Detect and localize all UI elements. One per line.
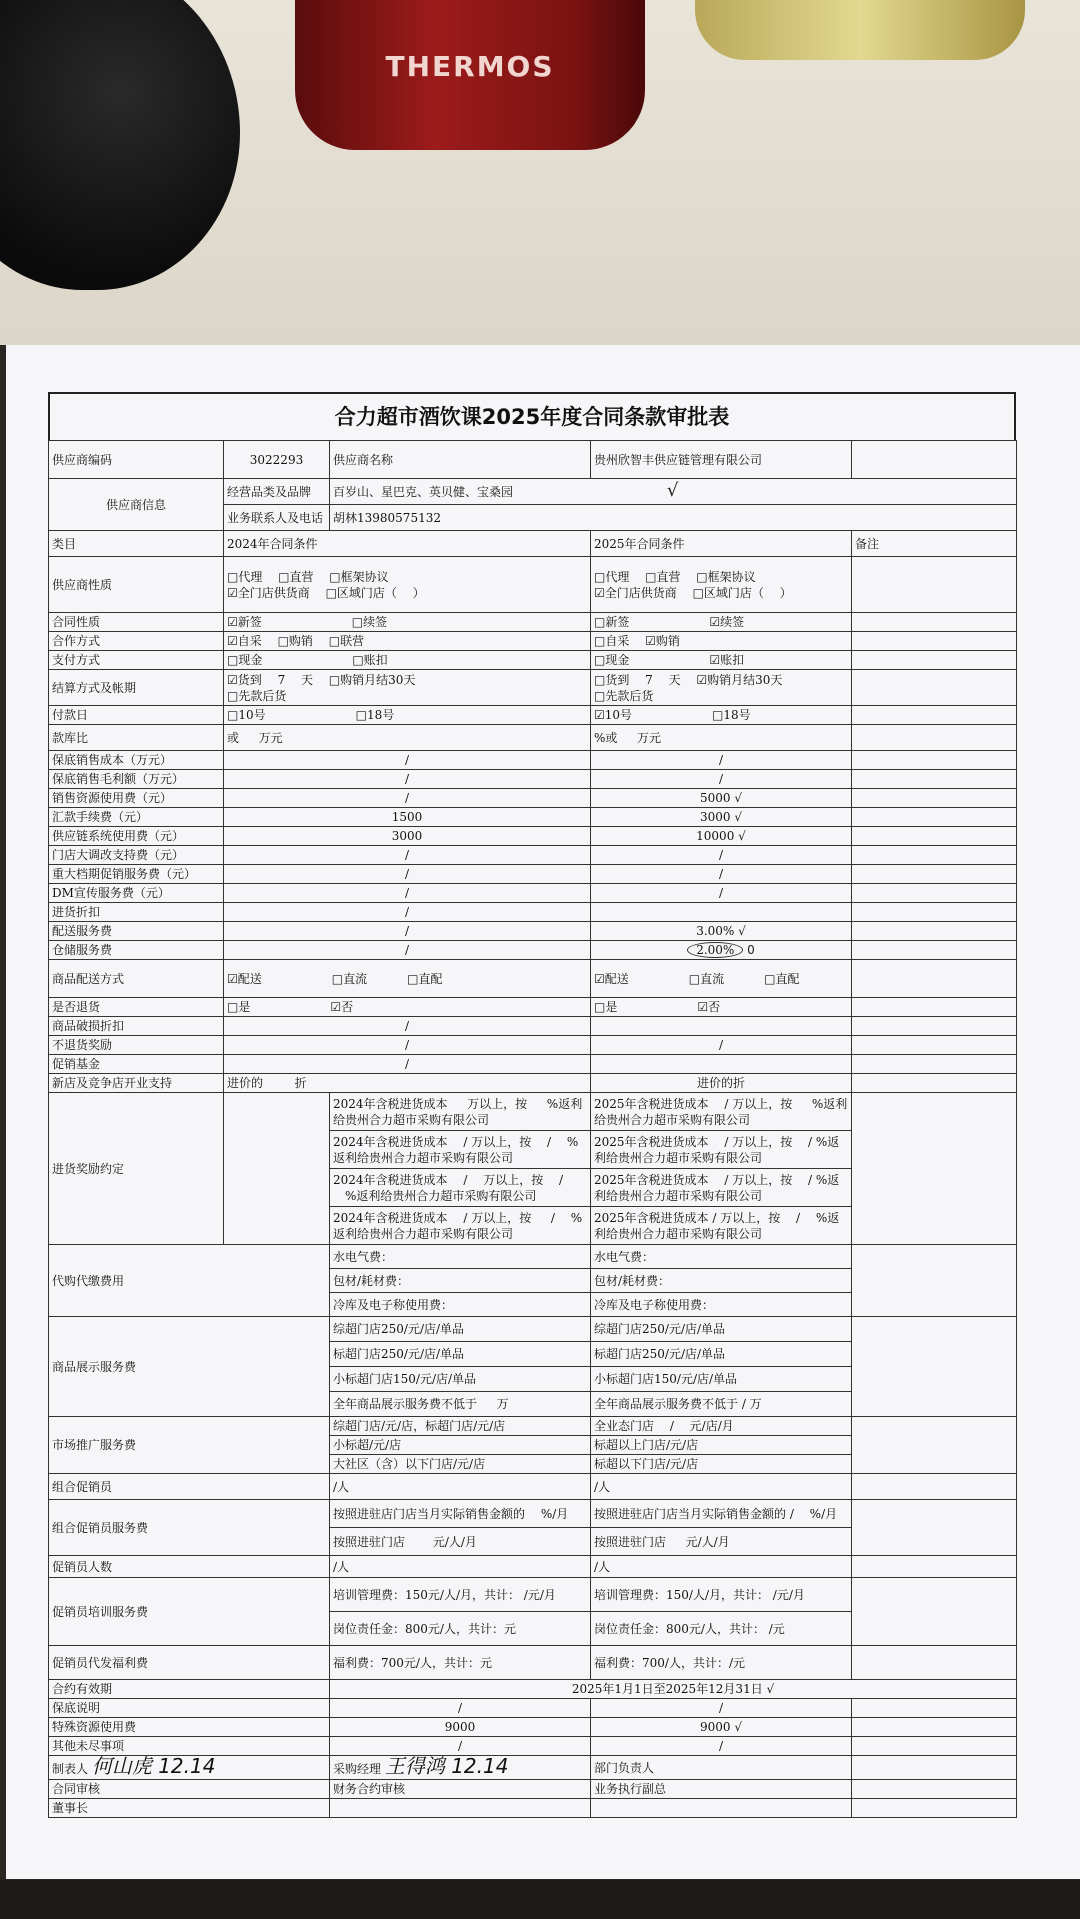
empty-cell [852, 1756, 1017, 1780]
combo-svc-2025-2: 按照进驻门店 元/人/月 [591, 1528, 852, 1556]
empty-cell [852, 827, 1017, 846]
maker-label: 制表人 [52, 1762, 89, 1776]
supplier-code-label: 供应商编码 [49, 441, 224, 479]
empty-cell [852, 903, 1017, 922]
training-2025-2: 岗位责任金：800元/人，共计： /元 [591, 1612, 852, 1646]
dm-2024-deliver: ☑配送 [227, 971, 262, 986]
payday-2025 [591, 706, 852, 725]
coop-label: 合作方式 [49, 632, 224, 651]
market-2024-3: 大社区（含）以下门店/元/店 [330, 1455, 591, 1474]
combo-label: 组合促销员 [49, 1474, 330, 1500]
check-mark: √ [766, 1682, 775, 1696]
market-2025-3: 标超以下门店/元/店 [591, 1455, 852, 1474]
empty-cell [852, 960, 1017, 998]
check-mark: √ [666, 480, 679, 501]
coop-2024: ☑自采 □购销 □联营 [224, 632, 591, 651]
combo-svc-2024-2: 按照进驻门店 元/人/月 [330, 1528, 591, 1556]
remit-2024: 1500 [224, 808, 591, 827]
brands [330, 479, 1017, 505]
empty-cell [330, 1799, 591, 1818]
delivery-mode-label: 商品配送方式 [49, 960, 224, 998]
empty-cell [852, 922, 1017, 941]
dm-label: DM宣传服务费（元） [49, 884, 224, 903]
display-2025-1: 综超门店250/元/店/单品 [591, 1317, 852, 1342]
nature-2024-line2: ☑全门店供货商 □区域门店（ ） [227, 585, 425, 600]
rebate-2025-1: 2025年含税进货成本 / 万以上，按 %返利给贵州合力超市采购有限公司 [591, 1093, 852, 1131]
display-2024-4: 全年商品展示服务费不低于 万 [330, 1392, 591, 1417]
noreturn-label: 不退货奖励 [49, 1036, 224, 1055]
category-label: 类目 [49, 531, 224, 557]
board-label: 董事长 [49, 1799, 330, 1818]
dm-2024: / [224, 884, 591, 903]
maker-cell [49, 1756, 330, 1780]
circle-mark: 0 [747, 943, 755, 957]
empty-cell [852, 1500, 1017, 1556]
empty-cell [852, 670, 1017, 706]
market-2025-1: 全业态门店 / 元/店/月 [591, 1417, 852, 1436]
return-2025-no: ☑否 [697, 1000, 721, 1014]
promo-svc-2024: / [224, 865, 591, 884]
nature-2024-line1: □代理 □直营 □框架协议 [227, 569, 389, 584]
market-2025-2: 标超以上门店/元/店 [591, 1436, 852, 1455]
rebate-2024-2: 2024年含税进货成本 / 万以上，按 / %返利给贵州合力超市采购有限公司 [330, 1131, 591, 1169]
bottom-edge [0, 1880, 1080, 1919]
approval-form [48, 392, 1016, 1818]
empty-cell [852, 998, 1017, 1017]
dm-2025: / [591, 884, 852, 903]
cn-2025-new: □新签 [594, 615, 630, 629]
market-label: 市场推广服务费 [49, 1417, 330, 1474]
empty-cell [852, 884, 1017, 903]
promo-svc-2025: / [591, 865, 852, 884]
col-2025-header: 2025年合同条件 [591, 531, 852, 557]
check-mark: √ [738, 829, 746, 843]
purchase-discount-2024: / [224, 903, 591, 922]
empty-cell [852, 1780, 1017, 1799]
brands-text: 百岁山、星巴克、英贝健、宝桑园 [333, 485, 514, 499]
pay-label: 支付方式 [49, 651, 224, 670]
market-2024-1: 综超门店/元/店，标超门店/元/店 [330, 1417, 591, 1436]
delivery-mode-2025 [591, 960, 852, 998]
empty-cell [852, 1317, 1017, 1417]
empty-cell [852, 706, 1017, 725]
payday-2024 [224, 706, 591, 725]
cn-2024-renew: □续签 [351, 615, 388, 629]
empty-cell [852, 632, 1017, 651]
proxy-2025-1: 水电气费： [591, 1245, 852, 1269]
empty-cell [852, 441, 1017, 479]
noreturn-2024: / [224, 1036, 591, 1055]
resource-2025-value: 5000 [699, 791, 731, 805]
noreturn-2025: / [591, 1036, 852, 1055]
proxy-2024-2: 包材/耗材费： [330, 1269, 591, 1293]
finance-label: 财务合约审核 [330, 1780, 591, 1799]
pay-2025 [591, 651, 852, 670]
thermos-cup [295, 0, 645, 150]
resource-label: 销售资源使用费（元） [49, 789, 224, 808]
pay-2025-cash: □现金 [594, 653, 630, 667]
ratio-2025: %或 万元 [591, 725, 852, 751]
remit-2025 [591, 808, 852, 827]
nature-label: 供应商性质 [49, 557, 224, 613]
min-cost-label: 保底销售成本（万元） [49, 751, 224, 770]
scm-label: 供应链系统使用费（元） [49, 827, 224, 846]
renov-2025: / [591, 846, 852, 865]
proxy-2025-2: 包材/耗材费： [591, 1269, 852, 1293]
nature-2025-line1: □代理 □直营 □框架协议 [594, 569, 756, 584]
dm-2024-direct-ship: □直配 [407, 971, 443, 986]
market-2024-2: 小标超/元/店 [330, 1436, 591, 1455]
delivery-fee-label: 配送服务费 [49, 922, 224, 941]
settle-2024-line2: □先款后货 [227, 688, 287, 703]
proxy-2024-3: 冷库及电子称使用费： [330, 1293, 591, 1317]
other-label: 其他未尽事项 [49, 1737, 330, 1756]
check-mark: √ [734, 791, 743, 805]
cn-2024-new: ☑新签 [227, 615, 262, 629]
display-2025-3: 小标超门店150/元/店/单品 [591, 1367, 852, 1392]
settle-2025-line1: □货到 7 天 ☑购销月结30天 [594, 672, 783, 687]
empty-cell [852, 808, 1017, 827]
empty-cell [852, 770, 1017, 789]
empty-cell [852, 1417, 1017, 1474]
contact: 胡林13980575132 [330, 505, 1017, 531]
buyer-label: 采购经理 [333, 1762, 382, 1776]
damage-2024: / [224, 1017, 591, 1036]
validity [330, 1680, 1017, 1699]
min-margin-label: 保底销售毛利额（万元） [49, 770, 224, 789]
empty-cell [852, 846, 1017, 865]
storage-fee-2025-value: 2.00% [687, 942, 743, 958]
payday-2025-10: ☑10号 [594, 708, 633, 722]
resource-2025 [591, 789, 852, 808]
special-2025 [591, 1718, 852, 1737]
form-table [48, 440, 1017, 1818]
rebate-label: 进货奖励约定 [49, 1093, 224, 1245]
rebate-2024-1: 2024年含税进货成本 万以上，按 %返利给贵州合力超市采购有限公司 [330, 1093, 591, 1131]
promo-fund-2024: / [224, 1055, 591, 1074]
display-2024-3: 小标超门店150/元/店/单品 [330, 1367, 591, 1392]
scm-2025 [591, 827, 852, 846]
empty-cell [852, 865, 1017, 884]
check-mark: √ [734, 1720, 743, 1734]
empty-cell [852, 789, 1017, 808]
nature-2025-line2: ☑全门店供货商 □区域门店（ ） [594, 585, 792, 600]
promo-fund-2025 [591, 1055, 852, 1074]
payday-2024-18: □18号 [355, 708, 395, 722]
newstore-2024: 进价的 折 [224, 1074, 591, 1093]
empty-cell [852, 1699, 1017, 1718]
purchase-discount-label: 进货折扣 [49, 903, 224, 922]
display-2025-4: 全年商品展示服务费不低于 / 万 [591, 1392, 852, 1417]
col-2024-header: 2024年合同条件 [224, 531, 591, 557]
empty-cell [852, 651, 1017, 670]
min-cost-2024: / [224, 751, 591, 770]
settle-2025 [591, 670, 852, 706]
dm-2025-direct-flow: □直流 [688, 971, 725, 986]
welfare-2024: 福利费：700元/人，共计：元 [330, 1646, 591, 1680]
coop-2025: □自采 ☑购销 [591, 632, 852, 651]
newstore-2025: 进价的折 [591, 1074, 852, 1093]
min-margin-2024: / [224, 770, 591, 789]
rebate-2024-3: 2024年含税进货成本 / 万以上，按 / %返利给贵州合力超市采购有限公司 [330, 1169, 591, 1207]
settle-label: 结算方式及帐期 [49, 670, 224, 706]
dm-2025-deliver: ☑配送 [594, 971, 629, 986]
purchase-discount-2025 [591, 903, 852, 922]
empty-cell [852, 1578, 1017, 1646]
min-cost-2025: / [591, 751, 852, 770]
buyer-cell [330, 1756, 591, 1780]
supplier-info-label: 供应商信息 [49, 479, 224, 531]
dept-head-label: 部门负责人 [591, 1756, 852, 1780]
remark-header: 备注 [852, 531, 1017, 557]
empty-cell [852, 1017, 1017, 1036]
empty-cell [852, 941, 1017, 960]
desk-background [0, 0, 1080, 345]
brand-label: 经营品类及品牌 [224, 479, 330, 505]
contract-nature-label: 合同性质 [49, 613, 224, 632]
training-2024-1: 培训管理费：150元/人/月，共计： /元/月 [330, 1578, 591, 1612]
display-2024-1: 综超门店250/元/店/单品 [330, 1317, 591, 1342]
newstore-label: 新店及竞争店开业支持 [49, 1074, 224, 1093]
contact-label: 业务联系人及电话 [224, 505, 330, 531]
return-2024-yes: □是 [227, 1000, 251, 1014]
empty-cell [852, 1074, 1017, 1093]
pay-2024 [224, 651, 591, 670]
empty-cell [591, 1799, 852, 1818]
check-mark: √ [738, 924, 746, 938]
empty-cell [852, 1799, 1017, 1818]
training-2025-1: 培训管理费：150/人/月，共计： /元/月 [591, 1578, 852, 1612]
guarantee-label: 保底说明 [49, 1699, 330, 1718]
damage-2025 [591, 1017, 852, 1036]
payday-2025-18: □18号 [712, 708, 751, 722]
nature-2024 [224, 557, 591, 613]
return-2024 [224, 998, 591, 1017]
promo-fund-label: 促销基金 [49, 1055, 224, 1074]
guarantee-2024: / [330, 1699, 591, 1718]
delivery-mode-2024 [224, 960, 591, 998]
pay-2024-cash: □现金 [227, 653, 263, 667]
combo-svc-2024-1: 按照进驻店门店当月实际销售金额的 %/月 [330, 1500, 591, 1528]
delivery-fee-2025-value: 3.00% [696, 924, 735, 938]
ratio-2024: 或 万元 [224, 725, 591, 751]
special-label: 特殊资源使用费 [49, 1718, 330, 1737]
scm-2025-value: 10000 [696, 829, 735, 843]
supplier-name-label: 供应商名称 [330, 441, 591, 479]
rebate-2024-4: 2024年含税进货成本 / 万以上，按 / %返利给贵州合力超市采购有限公司 [330, 1207, 591, 1245]
computer-mouse [0, 0, 240, 290]
welfare-2025: 福利费：700/人，共计：/元 [591, 1646, 852, 1680]
return-2025-yes: □是 [594, 1000, 618, 1014]
check-mark: √ [734, 810, 743, 824]
remit-2025-value: 3000 [699, 810, 731, 824]
proxy-2024-1: 水电气费： [330, 1245, 591, 1269]
display-label: 商品展示服务费 [49, 1317, 330, 1417]
combo-svc-label: 组合促销员服务费 [49, 1500, 330, 1556]
empty-cell [852, 1055, 1017, 1074]
guarantee-2025: / [591, 1699, 852, 1718]
pay-2024-deduct: □账扣 [352, 653, 388, 667]
empty-cell [852, 1646, 1017, 1680]
dm-2025-direct-ship: □直配 [764, 971, 800, 986]
empty-cell [224, 1093, 330, 1245]
thermos-brand-text: THERMOS [385, 50, 555, 83]
empty-cell [852, 725, 1017, 751]
storage-fee-2025 [591, 941, 852, 960]
promoter-count-2025: /人 [591, 1556, 852, 1578]
rebate-2025-3: 2025年含税进货成本 / 万以上，按 / %返利给贵州合力超市采购有限公司 [591, 1169, 852, 1207]
min-margin-2025: / [591, 770, 852, 789]
scm-2024: 3000 [224, 827, 591, 846]
contract-review-label: 合同审核 [49, 1780, 330, 1799]
promoter-count-2024: /人 [330, 1556, 591, 1578]
pay-2025-deduct: ☑账扣 [709, 653, 745, 667]
empty-cell [852, 557, 1017, 613]
welfare-label: 促销员代发福利费 [49, 1646, 330, 1680]
glass-jar [695, 0, 1025, 60]
settle-2024-line1: ☑货到 7 天 □购销月结30天 [227, 672, 416, 687]
form-title: 合力超市酒饮课2025年度合同条款审批表 [48, 392, 1016, 440]
empty-cell [852, 1718, 1017, 1737]
renov-label: 门店大调改支持费（元） [49, 846, 224, 865]
proxy-2025-3: 冷库及电子称使用费： [591, 1293, 852, 1317]
delivery-fee-2024: / [224, 922, 591, 941]
delivery-fee-2025 [591, 922, 852, 941]
resource-2024: / [224, 789, 591, 808]
special-2025-value: 9000 [699, 1720, 731, 1734]
rebate-2025-4: 2025年含税进货成本 / 万以上，按 / %返利给贵州合力超市采购有限公司 [591, 1207, 852, 1245]
empty-cell [852, 613, 1017, 632]
promoter-count-label: 促销员人数 [49, 1556, 330, 1578]
combo-2024: /人 [330, 1474, 591, 1500]
renov-2024: / [224, 846, 591, 865]
contract-nature-2025 [591, 613, 852, 632]
empty-cell [852, 751, 1017, 770]
cn-2025-renew: ☑续签 [709, 615, 745, 629]
rebate-2025-2: 2025年含税进货成本 / 万以上，按 / %返利给贵州合力超市采购有限公司 [591, 1131, 852, 1169]
empty-cell [852, 1737, 1017, 1756]
buyer-signature: 王得鸿 12.14 [384, 1755, 509, 1778]
supplier-code: 3022293 [224, 441, 330, 479]
maker-signature: 何山虎 12.14 [91, 1755, 216, 1778]
combo-svc-2025-1: 按照进驻店门店当月实际销售金额的 / %/月 [591, 1500, 852, 1528]
payday-label: 付款日 [49, 706, 224, 725]
settle-2025-line2: □先款后货 [594, 688, 654, 703]
contract-nature-2024 [224, 613, 591, 632]
return-2025 [591, 998, 852, 1017]
empty-cell [852, 1245, 1017, 1317]
validity-value: 2025年1月1日至2025年12月31日 [571, 1682, 763, 1696]
exec-label: 业务执行副总 [591, 1780, 852, 1799]
supplier-name: 贵州欣智丰供应链管理有限公司 [591, 441, 852, 479]
return-2024-no: ☑否 [330, 1000, 354, 1014]
promo-svc-label: 重大档期促销服务费（元） [49, 865, 224, 884]
empty-cell [852, 1093, 1017, 1245]
empty-cell [852, 1556, 1017, 1578]
special-2024: 9000 [330, 1718, 591, 1737]
display-2024-2: 标超门店250/元/店/单品 [330, 1342, 591, 1367]
other-2024: / [330, 1737, 591, 1756]
storage-fee-label: 仓储服务费 [49, 941, 224, 960]
training-2024-2: 岗位责任金：800元/人，共计：元 [330, 1612, 591, 1646]
validity-label: 合约有效期 [49, 1680, 330, 1699]
return-label: 是否退货 [49, 998, 224, 1017]
combo-2025: /人 [591, 1474, 852, 1500]
proxy-label: 代购代缴费用 [49, 1245, 330, 1317]
remit-label: 汇款手续费（元） [49, 808, 224, 827]
dm-2024-direct-flow: □直流 [331, 971, 368, 986]
display-2025-2: 标超门店250/元/店/单品 [591, 1342, 852, 1367]
other-2025: / [591, 1737, 852, 1756]
storage-fee-2024: / [224, 941, 591, 960]
empty-cell [852, 1036, 1017, 1055]
payday-2024-10: □10号 [227, 708, 266, 722]
damage-label: 商品破损折扣 [49, 1017, 224, 1036]
training-label: 促销员培训服务费 [49, 1578, 330, 1646]
empty-cell [852, 1474, 1017, 1500]
nature-2025 [591, 557, 852, 613]
settle-2024 [224, 670, 591, 706]
ratio-label: 款库比 [49, 725, 224, 751]
